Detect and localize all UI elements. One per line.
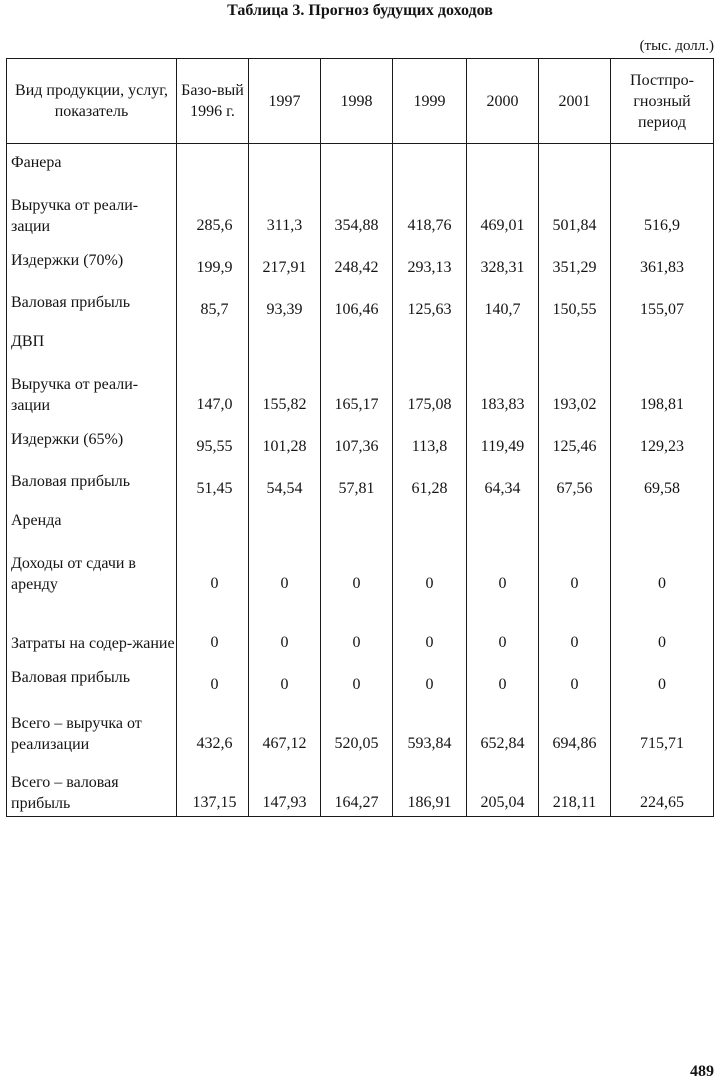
table-cell: 501,84 [539, 180, 611, 239]
table-cell: 164,27 [321, 757, 393, 817]
table-cell: 467,12 [249, 698, 321, 757]
table-row [7, 597, 714, 656]
table-cell: 175,08 [393, 359, 467, 418]
table-cell: 0 [611, 538, 714, 597]
header-post-forecast: Постпро-гнозный период [611, 59, 714, 144]
table-cell: 0 [467, 597, 539, 656]
table-cell: 0 [321, 597, 393, 656]
table-cell: 361,83 [611, 239, 714, 281]
section-row [7, 502, 714, 538]
table-cell: 0 [539, 597, 611, 656]
table-cell: 0 [321, 656, 393, 698]
table-row [7, 460, 714, 502]
table-cell: 198,81 [611, 359, 714, 418]
row-label: Валовая прибыль [7, 281, 177, 323]
header-product: Вид продукции, услуг, показатель [7, 59, 177, 144]
table-row [7, 538, 714, 597]
section-label: Фанера [7, 144, 177, 181]
table-cell: 0 [177, 538, 249, 597]
table-cell: 61,28 [393, 460, 467, 502]
section-label: Аренда [7, 502, 177, 538]
table-cell: 311,3 [249, 180, 321, 239]
table-cell: 147,93 [249, 757, 321, 817]
table-cell: 432,6 [177, 698, 249, 757]
table-cell: 469,01 [467, 180, 539, 239]
header-1999: 1999 [393, 59, 467, 144]
table-cell: 125,63 [393, 281, 467, 323]
table-cell: 0 [393, 597, 467, 656]
unit-label: (тыс. долл.) [639, 38, 714, 54]
table-cell: 107,36 [321, 418, 393, 460]
table-cell: 155,07 [611, 281, 714, 323]
table-cell: 113,8 [393, 418, 467, 460]
table-cell: 155,82 [249, 359, 321, 418]
table-cell: 0 [467, 538, 539, 597]
table-cell: 186,91 [393, 757, 467, 817]
table-cell: 293,13 [393, 239, 467, 281]
row-label: Выручка от реали-зации [7, 359, 177, 418]
table-row [7, 239, 714, 281]
table-cell: 64,34 [467, 460, 539, 502]
table-row [7, 180, 714, 239]
header-2000: 2000 [467, 59, 539, 144]
table-cell: 85,7 [177, 281, 249, 323]
page-number: 489 [690, 1063, 714, 1080]
table-cell: 183,83 [467, 359, 539, 418]
table-cell: 205,04 [467, 757, 539, 817]
row-label: Валовая прибыль [7, 656, 177, 698]
table-cell: 125,46 [539, 418, 611, 460]
table-cell: 224,65 [611, 757, 714, 817]
table-cell: 0 [467, 656, 539, 698]
table-cell: 147,0 [177, 359, 249, 418]
table-title: Таблица 3. Прогноз будущих доходов [227, 2, 493, 19]
table-cell: 354,88 [321, 180, 393, 239]
table-cell: 0 [249, 597, 321, 656]
table-cell: 140,7 [467, 281, 539, 323]
table-cell: 93,39 [249, 281, 321, 323]
table-cell: 129,23 [611, 418, 714, 460]
row-label: Валовая прибыль [7, 460, 177, 502]
table-cell: 57,81 [321, 460, 393, 502]
table-cell: 165,17 [321, 359, 393, 418]
header-base-year: Базо-вый 1996 г. [177, 59, 249, 144]
table-cell: 218,11 [539, 757, 611, 817]
row-label: Выручка от реали-зации [7, 180, 177, 239]
table-row [7, 656, 714, 698]
table-cell: 137,15 [177, 757, 249, 817]
row-label: Всего – валовая прибыль [7, 757, 177, 817]
row-label: Издержки (70%) [7, 239, 177, 281]
table-row [7, 359, 714, 418]
table-cell: 119,49 [467, 418, 539, 460]
table-cell: 0 [611, 597, 714, 656]
table-cell: 0 [249, 656, 321, 698]
table-cell: 0 [611, 656, 714, 698]
table-cell: 351,29 [539, 239, 611, 281]
table-cell: 418,76 [393, 180, 467, 239]
table-cell: 0 [177, 656, 249, 698]
table-cell: 516,9 [611, 180, 714, 239]
table-cell: 694,86 [539, 698, 611, 757]
table-cell: 69,58 [611, 460, 714, 502]
table-cell: 0 [539, 656, 611, 698]
table-cell: 67,56 [539, 460, 611, 502]
table-row [7, 698, 714, 757]
table-cell: 715,71 [611, 698, 714, 757]
section-row [7, 323, 714, 359]
table-cell: 51,45 [177, 460, 249, 502]
table-cell: 0 [177, 597, 249, 656]
table-cell: 0 [393, 656, 467, 698]
table-cell: 193,02 [539, 359, 611, 418]
table-cell: 285,6 [177, 180, 249, 239]
table-cell: 0 [321, 538, 393, 597]
table-cell: 328,31 [467, 239, 539, 281]
table-cell: 652,84 [467, 698, 539, 757]
header-row [7, 59, 714, 144]
header-1997: 1997 [249, 59, 321, 144]
table-row [7, 281, 714, 323]
table-cell: 593,84 [393, 698, 467, 757]
table-cell: 248,42 [321, 239, 393, 281]
row-label: Издержки (65%) [7, 418, 177, 460]
forecast-table [6, 58, 714, 817]
table-cell: 0 [539, 538, 611, 597]
table-row [7, 757, 714, 817]
section-label: ДВП [7, 323, 177, 359]
table-cell: 0 [393, 538, 467, 597]
table-cell: 54,54 [249, 460, 321, 502]
table-cell: 95,55 [177, 418, 249, 460]
row-label: Всего – выручка от реализации [7, 698, 177, 757]
table-cell: 106,46 [321, 281, 393, 323]
table-cell: 520,05 [321, 698, 393, 757]
row-label: Доходы от сдачи в аренду [7, 538, 177, 597]
table-row [7, 418, 714, 460]
table-cell: 217,91 [249, 239, 321, 281]
table-cell: 150,55 [539, 281, 611, 323]
row-label: Затраты на содер-жание [7, 597, 177, 656]
header-1998: 1998 [321, 59, 393, 144]
table-cell: 0 [249, 538, 321, 597]
header-2001: 2001 [539, 59, 611, 144]
table-cell: 101,28 [249, 418, 321, 460]
table-cell: 199,9 [177, 239, 249, 281]
section-row [7, 144, 714, 181]
